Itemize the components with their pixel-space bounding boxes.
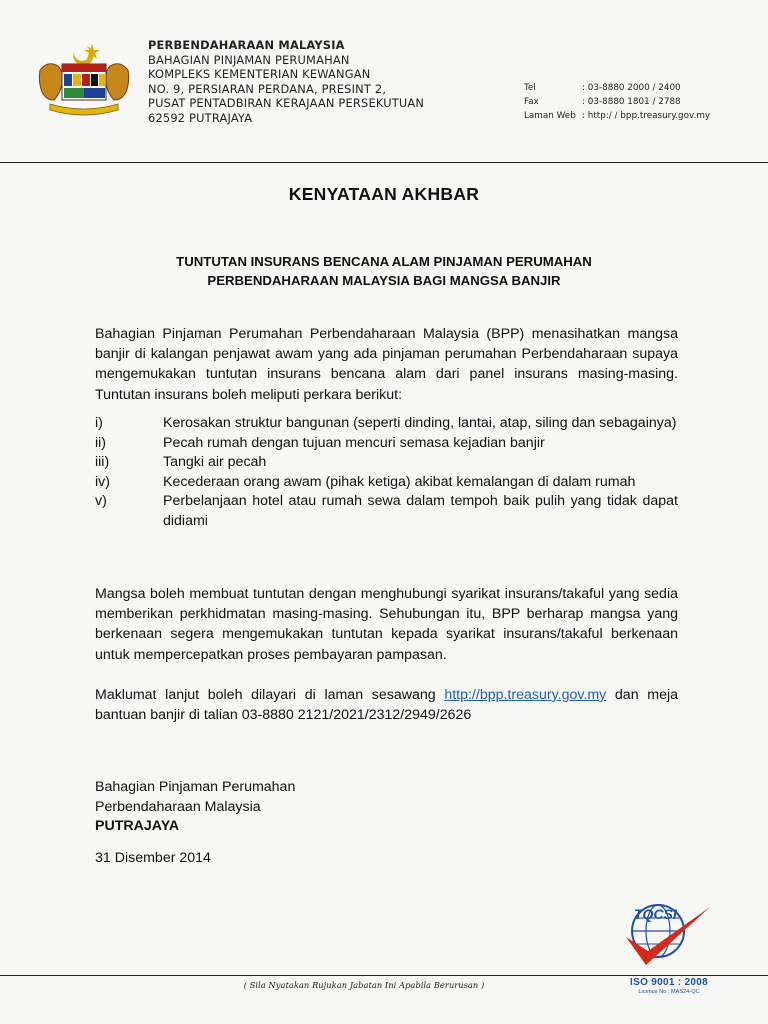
- list-item-number: ii): [95, 434, 107, 451]
- contact-label: Fax: [524, 97, 539, 107]
- reference-note-text: ( Sila Nyatakan Rujukan Jabatan Ini Apabila Berurusan ): [243, 980, 485, 990]
- org-line: PUSAT PENTADBIRAN KERAJAAN PERSEKUTUAN: [148, 96, 425, 111]
- more-info-text-cont: dan meja bantuan banjir di talian 03-8880 2121/2021/2312/2949/2626: [95, 687, 679, 724]
- document-date: 31 Disember 2014: [95, 850, 211, 866]
- contact-label: Laman Web: [524, 111, 576, 121]
- iso-certification: [626, 977, 712, 995]
- org-line: KOMPLEKS KEMENTERIAN KEWANGAN: [148, 67, 371, 82]
- contact-row-tel: [524, 81, 710, 95]
- org-line: 62592 PUTRAJAYA: [148, 110, 253, 125]
- list-item-number: iv): [95, 473, 110, 490]
- contact-value: : http:/ / bpp.treasury.gov.my: [582, 111, 711, 121]
- contact-label: Tel: [524, 83, 536, 93]
- contact-row-web: [524, 109, 710, 123]
- document-subtitle: [0, 252, 768, 290]
- contact-value: : 03-8880 1801 / 2788: [582, 97, 681, 107]
- contact-row-fax: [524, 95, 710, 109]
- contact-info: [524, 81, 710, 123]
- paragraph-intro: Bahagian Pinjaman Perumahan Perbendaharaan Malaysia (BPP) menasihatkan mangsa banjir di kalangan penjawat awam yang ada pinjaman perumahan Perbendaharaan supaya mengemukakan tuntutan insurans bencana alam dari panel insurans masing-masing. Tuntutan insurans boleh meliputi perkara berikut:: [95, 326, 678, 403]
- subtitle-line: PERBENDAHARAAN MALAYSIA BAGI MANGSA BANJIR: [207, 273, 561, 288]
- signature-line: Perbendaharaan Malaysia: [95, 798, 261, 815]
- list-item-text: Tangki air pecah: [163, 454, 267, 471]
- treasury-website-link[interactable]: http://bpp.treasury.gov.my: [444, 687, 607, 703]
- signature-line: PUTRAJAYA: [95, 818, 180, 835]
- list-item: [95, 473, 678, 493]
- tqcsi-checkmark-globe-icon: [616, 893, 716, 975]
- list-item: [95, 453, 678, 473]
- header-divider: [0, 162, 768, 163]
- tqcsi-logo-text: TQCSI: [634, 906, 677, 922]
- malaysia-coat-of-arms-icon: [34, 40, 134, 116]
- organization-address: [148, 38, 424, 126]
- signature-line: Bahagian Pinjaman Perumahan: [95, 779, 296, 795]
- list-item-number: iii): [95, 454, 110, 471]
- list-item-text: Kecederaan orang awam (pihak ketiga) akibat kemalangan di dalam rumah: [163, 473, 636, 490]
- list-item: [95, 434, 678, 454]
- more-info-text: Maklumat lanjut boleh dilayari di laman sesawang: [95, 687, 445, 703]
- list-item-text: Pecah rumah dengan tujuan mencuri semasa kejadian banjir: [163, 434, 545, 451]
- contact-value: : 03-8880 2000 / 2400: [582, 83, 681, 93]
- footer-divider: [0, 975, 768, 976]
- org-line: PERBENDAHARAAN MALAYSIA: [148, 38, 345, 52]
- document-title: KENYATAAN AKHBAR: [288, 184, 480, 204]
- claims-list: [95, 414, 678, 532]
- list-item: [95, 414, 678, 434]
- subtitle-line: TUNTUTAN INSURANS BENCANA ALAM PINJAMAN PERUMAHAN: [176, 254, 592, 269]
- signature-block: [95, 778, 295, 837]
- list-item-number: i): [95, 415, 103, 431]
- list-item: [95, 492, 678, 531]
- paragraph-claims: Mangsa boleh membuat tuntutan dengan menghubungi syarikat insurans/takaful yang sedia memberikan perkhidmatan masing-masing. Sehubungan itu, BPP berharap mangsa yang berkenaan segera mengemukakan tuntutan kepada syarikat insurans/takaful berkenaan untuk mempercepatkan proses pembayaran pampasan.: [95, 586, 678, 663]
- list-item-number: v): [95, 493, 107, 510]
- org-line: NO. 9, PERSIARAN PERDANA, PRESINT 2,: [148, 81, 387, 96]
- list-item-text: Kerosakan struktur bangunan (seperti dinding, lantai, atap, siling dan sebagainya): [163, 415, 677, 431]
- list-item-text: Perbelanjaan hotel atau rumah sewa dalam tempoh baik pulih yang tidak dapat didiami: [163, 493, 678, 529]
- iso-licence: Licence No : MAS24-QC: [638, 989, 700, 995]
- paragraph-more-info: [95, 685, 678, 725]
- iso-standard: ISO 9001 : 2008: [630, 977, 708, 988]
- org-line: BAHAGIAN PINJAMAN PERUMAHAN: [148, 52, 350, 67]
